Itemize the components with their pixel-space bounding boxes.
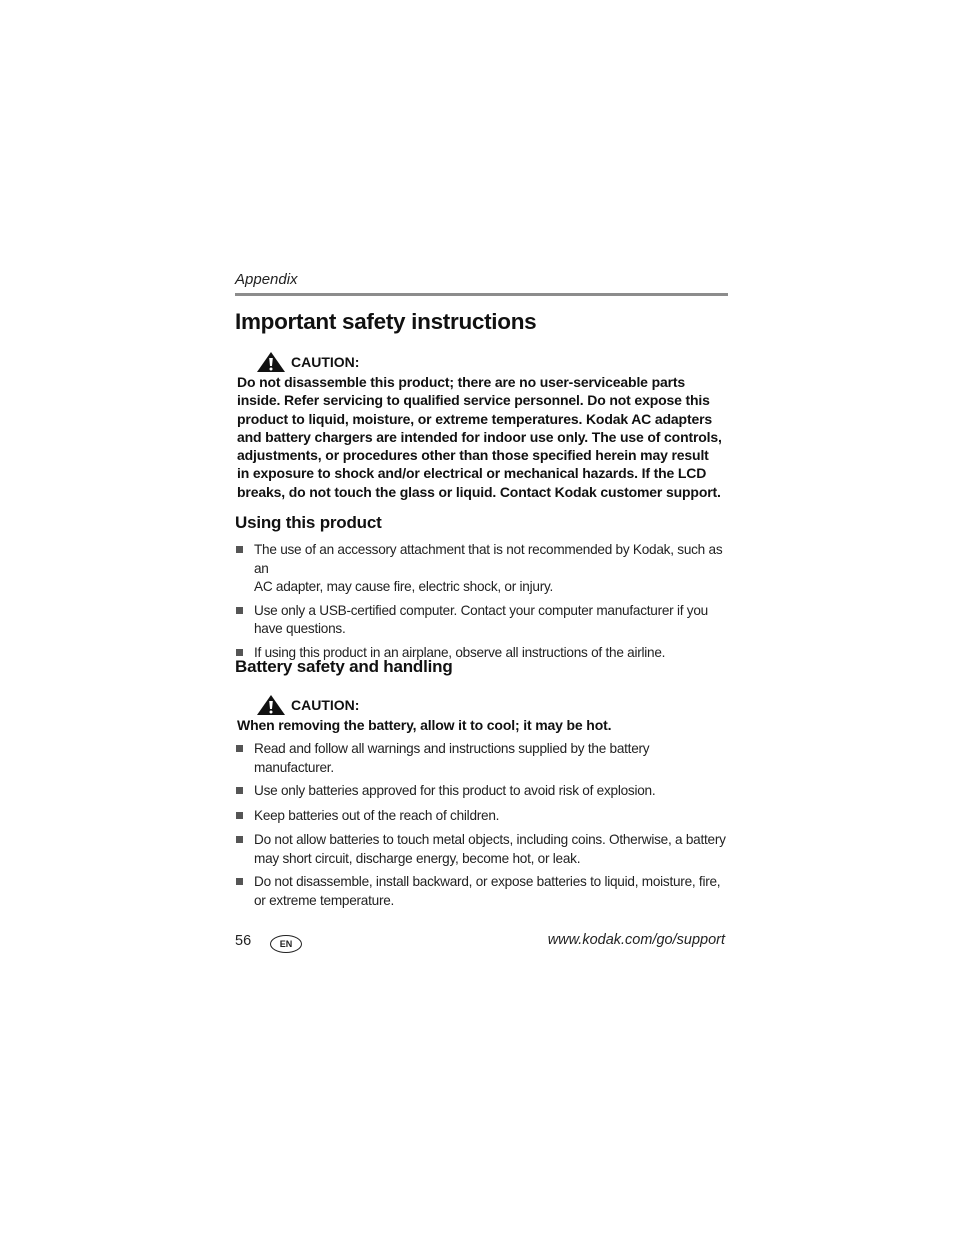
caution-label-2 [256, 694, 359, 716]
using-product-list [235, 541, 728, 662]
header-rule [235, 293, 728, 296]
page-number: 56 [235, 933, 252, 949]
caution-line: Do not disassemble this product; there are no user-serviceable parts [237, 374, 686, 390]
square-bullet-icon [236, 546, 243, 553]
list-item: Use only batteries approved for this product to avoid risk of explosion. [235, 782, 728, 801]
support-url[interactable]: www.kodak.com/go/support [547, 932, 725, 948]
caution-line: inside. Refer servicing to qualified service personnel. Do not expose this [237, 392, 710, 409]
square-bullet-icon [236, 607, 243, 614]
caution-line: and battery chargers are intended for indoor use only. The use of controls, [237, 428, 722, 445]
list-item: Read and follow all warnings and instructions supplied by the battery manufacturer. [235, 740, 728, 777]
caution-text-1 [237, 373, 732, 501]
section-header: Appendix [235, 271, 298, 288]
language-badge: EN [270, 935, 302, 953]
list-item: Keep batteries out of the reach of children. [235, 807, 728, 826]
square-bullet-icon [236, 836, 243, 843]
square-bullet-icon [236, 787, 243, 794]
list-item: Do not disassemble, install backward, or expose batteries to liquid, moisture, fire, or extreme temperature. [235, 873, 728, 910]
list-item: Do not allow batteries to touch metal objects, including coins. Otherwise, a battery may short circuit, discharge energy, become hot, or leak. [235, 831, 728, 868]
caution-line: breaks, do not touch the glass or liquid. Contact Kodak customer support. [237, 483, 721, 500]
square-bullet-icon [236, 745, 243, 752]
battery-safety-list [235, 740, 728, 910]
heading-battery-safety: Battery safety and handling [235, 657, 453, 676]
page-title: Important safety instructions [235, 309, 537, 334]
square-bullet-icon [236, 812, 243, 819]
warning-triangle-icon [256, 694, 286, 716]
heading-using-product: Using this product [235, 513, 382, 532]
square-bullet-icon [236, 649, 243, 656]
caution-label-text: CAUTION: [291, 697, 360, 713]
list-item: If using this product in an airplane, observe all instructions of the airline. [235, 644, 728, 663]
warning-triangle-icon [256, 351, 286, 373]
caution-line: in exposure to shock and/or electrical or mechanical hazards. If the LCD [237, 465, 707, 482]
list-item: Use only a USB-certified computer. Contact your computer manufacturer if you have questions. [235, 602, 728, 639]
caution-line: adjustments, or procedures other than those specified herein may result [237, 447, 709, 464]
caution-label-text: CAUTION: [291, 354, 360, 370]
caution-text-2: When removing the battery, allow it to cool; it may be hot. [237, 717, 612, 733]
caution-label-1 [256, 351, 359, 373]
list-item: The use of an accessory attachment that is not recommended by Kodak, such as an AC adapter, may cause fire, electric shock, or injury. [235, 541, 728, 597]
caution-line: product to liquid, moisture, or extreme temperatures. Kodak AC adapters [237, 410, 713, 427]
page-footer [235, 931, 728, 953]
square-bullet-icon [236, 878, 243, 885]
